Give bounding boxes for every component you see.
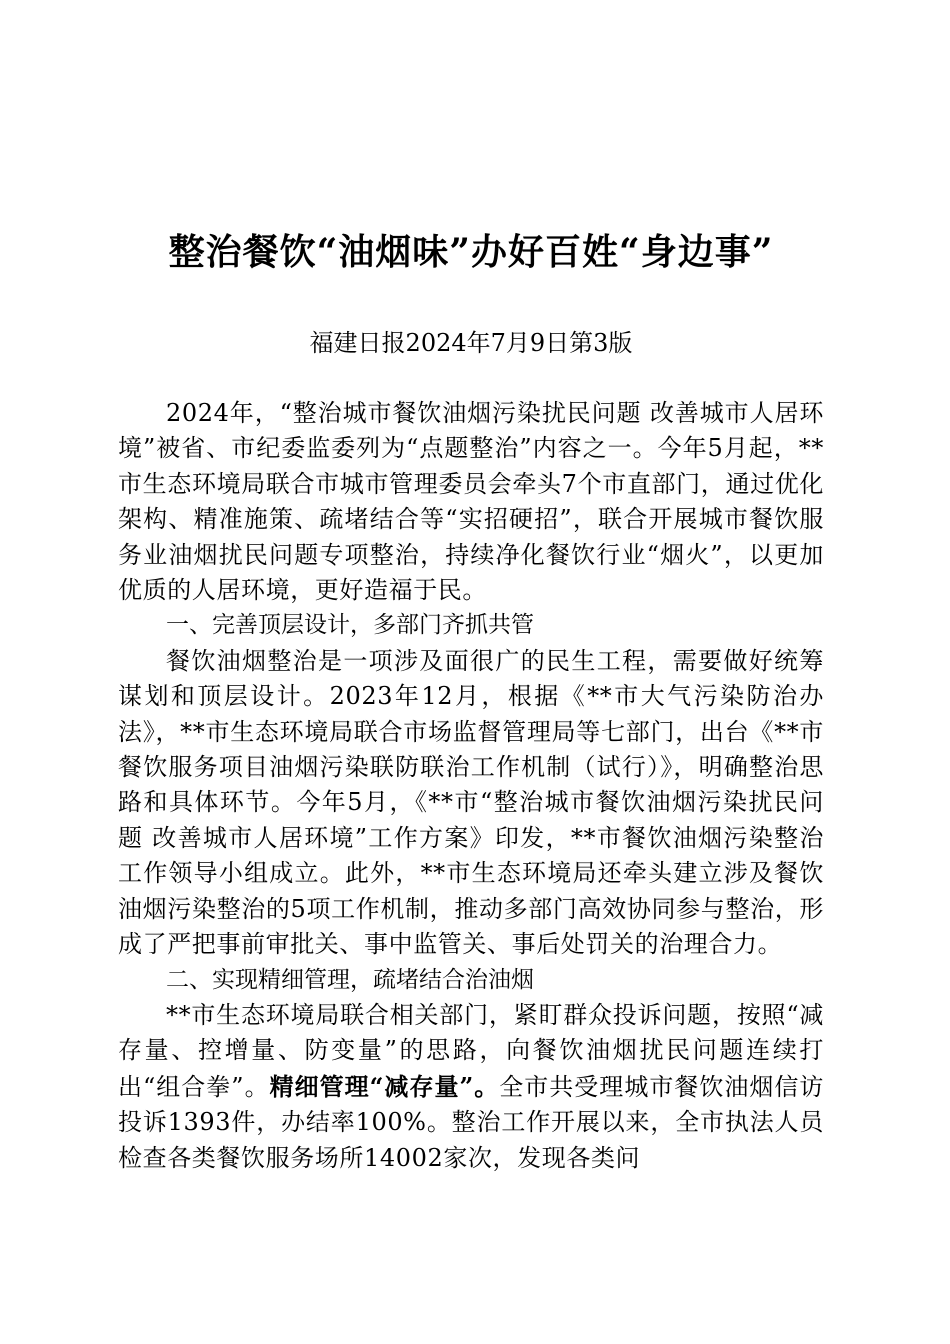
section-2-text-start: **市生态环境局联合相关部门，紧盯群众投诉问题，按照“减存量、控增量、防变量”的思路，向餐饮油烟扰民问题连续打出“组合拳”。 (118, 1000, 824, 1101)
article-title: 整治餐饮“油烟味”办好百姓“身边事” (168, 231, 774, 273)
section-2-bold-phrase: 精细管理“减存量”。 (269, 1071, 500, 1101)
section-2-paragraph (118, 998, 824, 1176)
section-2-text-end: 全市共受理城市餐饮油烟信访投诉1393件，办结率100%。整治工作开展以来，全市执法人员检查各类餐饮服务场所14002家次，发现各类问 (118, 1072, 824, 1172)
section-2-heading: 二、实现精细管理，疏堵结合治油烟 (166, 966, 534, 993)
section-1-heading: 一、完善顶层设计，多部门齐抓共管 (166, 612, 534, 639)
article-source: 福建日报2024年7月9日第3版 (309, 329, 633, 357)
article-body (118, 396, 824, 1176)
section-1-paragraph: 餐饮油烟整治是一项涉及面很广的民生工程，需要做好统筹谋划和顶层设计。2023年12月，根据《**市大气污染防治办法》，**市生态环境局联合市场监督管理局等七部门，出台《**市餐饮服务项目油烟污染联防联治工作机制（试行）》，明确整治思路和具体环节。今年5月，《**市“整治城市餐饮油烟污染扰民问题 改善城市人居环境”工作方案》印发，**市餐饮油烟污染整治工作领导小组成立。此外，**市生态环境局还牵头建立涉及餐饮油烟污染整治的5项工作机制，推动多部门高效协同参与整治，形成了严把事前审批关、事中监管关、事后处罚关的治理合力。 (118, 646, 824, 959)
intro-paragraph: 2024年，“整治城市餐饮油烟污染扰民问题 改善城市人居环境”被省、市纪委监委列为“点题整治”内容之一。今年5月起，**市生态环境局联合市城市管理委员会牵头7个市直部门，通过优化架构、精准施策、疏堵结合等“实招硬招”，联合开展城市餐饮服务业油烟扰民问题专项整治，持续净化餐饮行业“烟火”，以更加优质的人居环境，更好造福于民。 (118, 399, 824, 605)
